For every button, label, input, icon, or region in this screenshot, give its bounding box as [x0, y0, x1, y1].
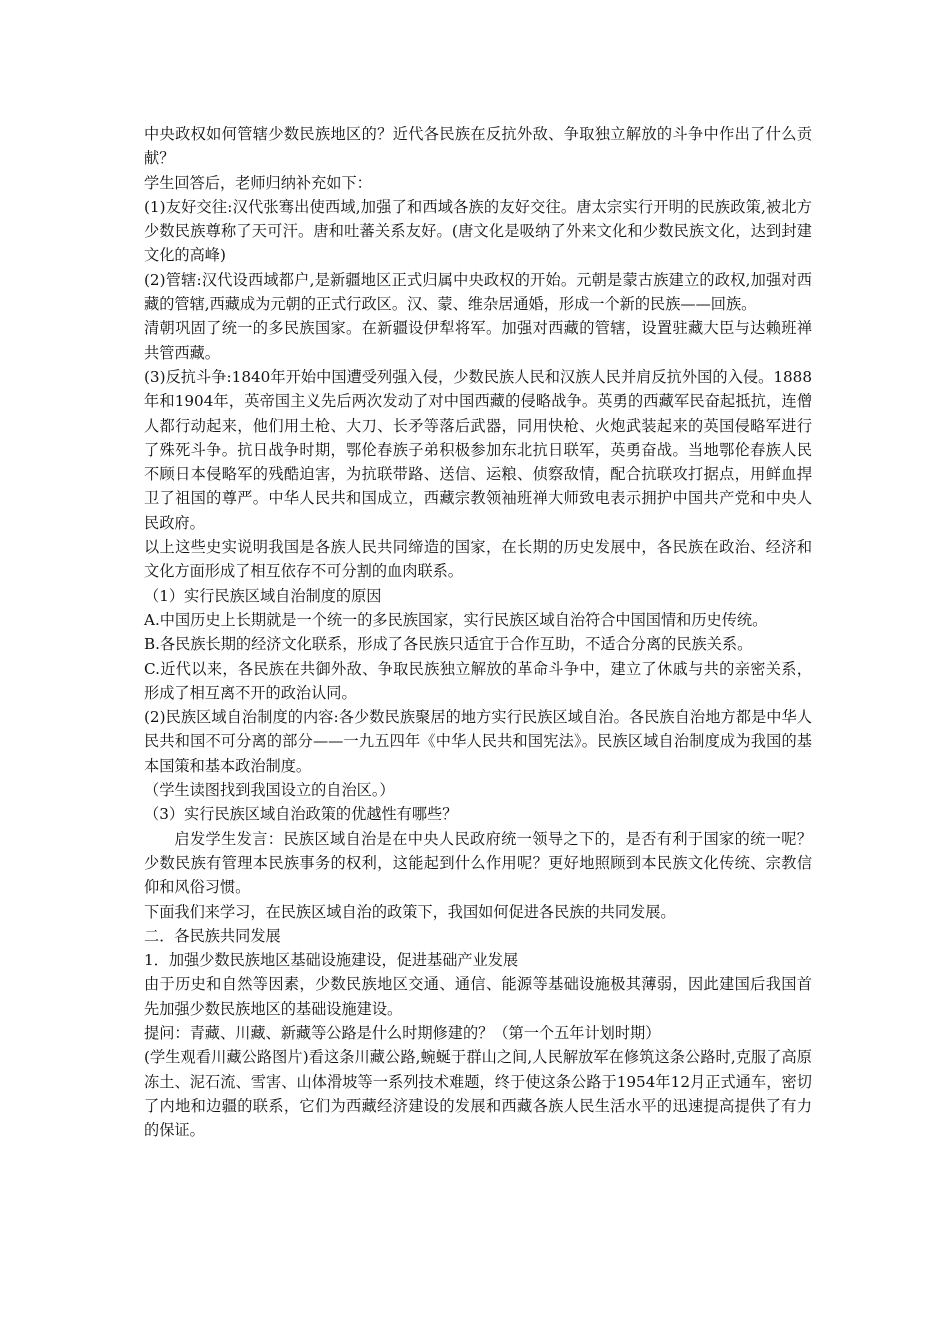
paragraph-infrastructure: 由于历史和自然等因素，少数民族地区交通、通信、能源等基础设施极其薄弱，因此建国后我国首先加强少数民族地区的基础设施建设。: [144, 975, 812, 1018]
paragraph-road-question: 提问：青藏、川藏、新藏等公路是什么时期修建的？（第一个五年计划时期）: [144, 1023, 661, 1042]
paragraph-reason-b: B.各民族长期的经济文化联系，形成了各民族只适宜于合作互助，不适合分离的民族关系。: [144, 635, 753, 654]
paragraph-resistance: (3)反抗斗争:1840年开始中国遭受列强入侵，少数民族人民和汉族人民并肩反抗外国的入侵。1888年和1904年，英帝国主义先后两次发动了对中国西藏的侵略战争。英勇的西藏军民奋起抵抗，连僧人都行动起来，他们用土枪、大刀、长矛等落后武器，同用快枪、火炮武装起来的英国侵略军进行了殊死斗争。抗日战争时期，鄂伦春族子弟积极参加东北抗日联军，英勇奋战。当地鄂伦春族人民不顾日本侵略军的残酷迫害，为抗联带路、送信、运粮、侦察敌情，配合抗联攻打据点，用鲜血捍卫了祖国的尊严。中华人民共和国成立，西藏宗教领袖班禅大师致电表示拥护中国共产党和中央人民政府。: [144, 367, 812, 532]
paragraph-reasons-heading: （1）实行民族区域自治制度的原因: [144, 586, 382, 605]
paragraph-friendly-exchange: (1)友好交往:汉代张骞出使西域,加强了和西域各族的友好交往。唐太宗实行开明的民族政策,被北方少数民族尊称了天可汗。唐和吐蕃关系友好。(唐文化是吸纳了外来文化和少数民族文化，达到封建文化的高峰): [144, 197, 812, 265]
paragraph-qing-dynasty: 清朝巩固了统一的多民族国家。在新疆设伊犁将军。加强对西藏的管辖，设置驻藏大臣与达赖班禅共管西藏。: [144, 319, 812, 362]
paragraph-discussion: 启发学生发言：民族区域自治是在中央人民政府统一领导之下的，是否有利于国家的统一呢？少数民族有管理本民族事务的权利，这能起到什么作用呢？更好地照顾到本民族文化传统、宗教信仰和风俗习惯。: [144, 829, 812, 897]
paragraph-map-activity: （学生读图找到我国设立的自治区。）: [144, 781, 395, 800]
paragraph-conclusion: 以上这些史实说明我国是各族人民共同缔造的国家，在长期的历史发展中，各民族在政治、经济和文化方面形成了相互依存不可分割的血肉联系。: [144, 538, 812, 581]
section-heading-common-development: 二．各民族共同发展: [144, 926, 281, 945]
paragraph-intro: 学生回答后，老师归纳补充如下：: [144, 173, 372, 192]
paragraph-reason-c: C.近代以来，各民族在共御外敌、争取民族独立解放的革命斗争中，建立了休戚与共的亲密关系，形成了相互离不开的政治认同。: [144, 659, 812, 702]
paragraph-advantages-heading: （3）实行民族区域自治政策的优越性有哪些？: [144, 805, 458, 824]
paragraph-administration: (2)管辖:汉代设西域都户,是新疆地区正式归属中央政权的开始。元朝是蒙古族建立的政权,加强对西藏的管辖,西藏成为元朝的正式行政区。汉、蒙、维杂居通婚，形成一个新的民族——回族。: [144, 270, 812, 314]
paragraph-reason-a: A.中国历史上长期就是一个统一的多民族国家，实行民族区域自治符合中国国情和历史传统。: [144, 610, 768, 629]
subsection-heading-infrastructure: 1．加强少数民族地区基础设施建设，促进基础产业发展: [144, 951, 519, 970]
paragraph-system-content: (2)民族区域自治制度的内容:各少数民族聚居的地方实行民族区域自治。各民族自治地方都是中华人民共和国不可分离的部分——一九五四年《中华人民共和国宪法》。民族区域自治制度成为我国的基本国策和基本政治制度。: [144, 708, 812, 775]
paragraph-question: 中央政权如何管辖少数民族地区的？近代各民族在反抗外敌、争取独立解放的斗争中作出了什么贡献？: [144, 125, 812, 168]
paragraph-transition: 下面我们来学习，在民族区域自治的政策下，我国如何促进各民族的共同发展。: [144, 902, 676, 921]
paragraph-sichuan-tibet-road: (学生观看川藏公路图片)看这条川藏公路,蜿蜒于群山之间,人民解放军在修筑这条公路时,克服了高原冻土、泥石流、雪害、山体滑坡等一系列技术难题，终于使这条公路于1954年12月正式通车，密切了内地和边疆的联系，它们为西藏经济建设的发展和西藏各族人民生活水平的迅速提高提供了有力的保证。: [144, 1048, 812, 1140]
document-page: [144, 122, 812, 1142]
